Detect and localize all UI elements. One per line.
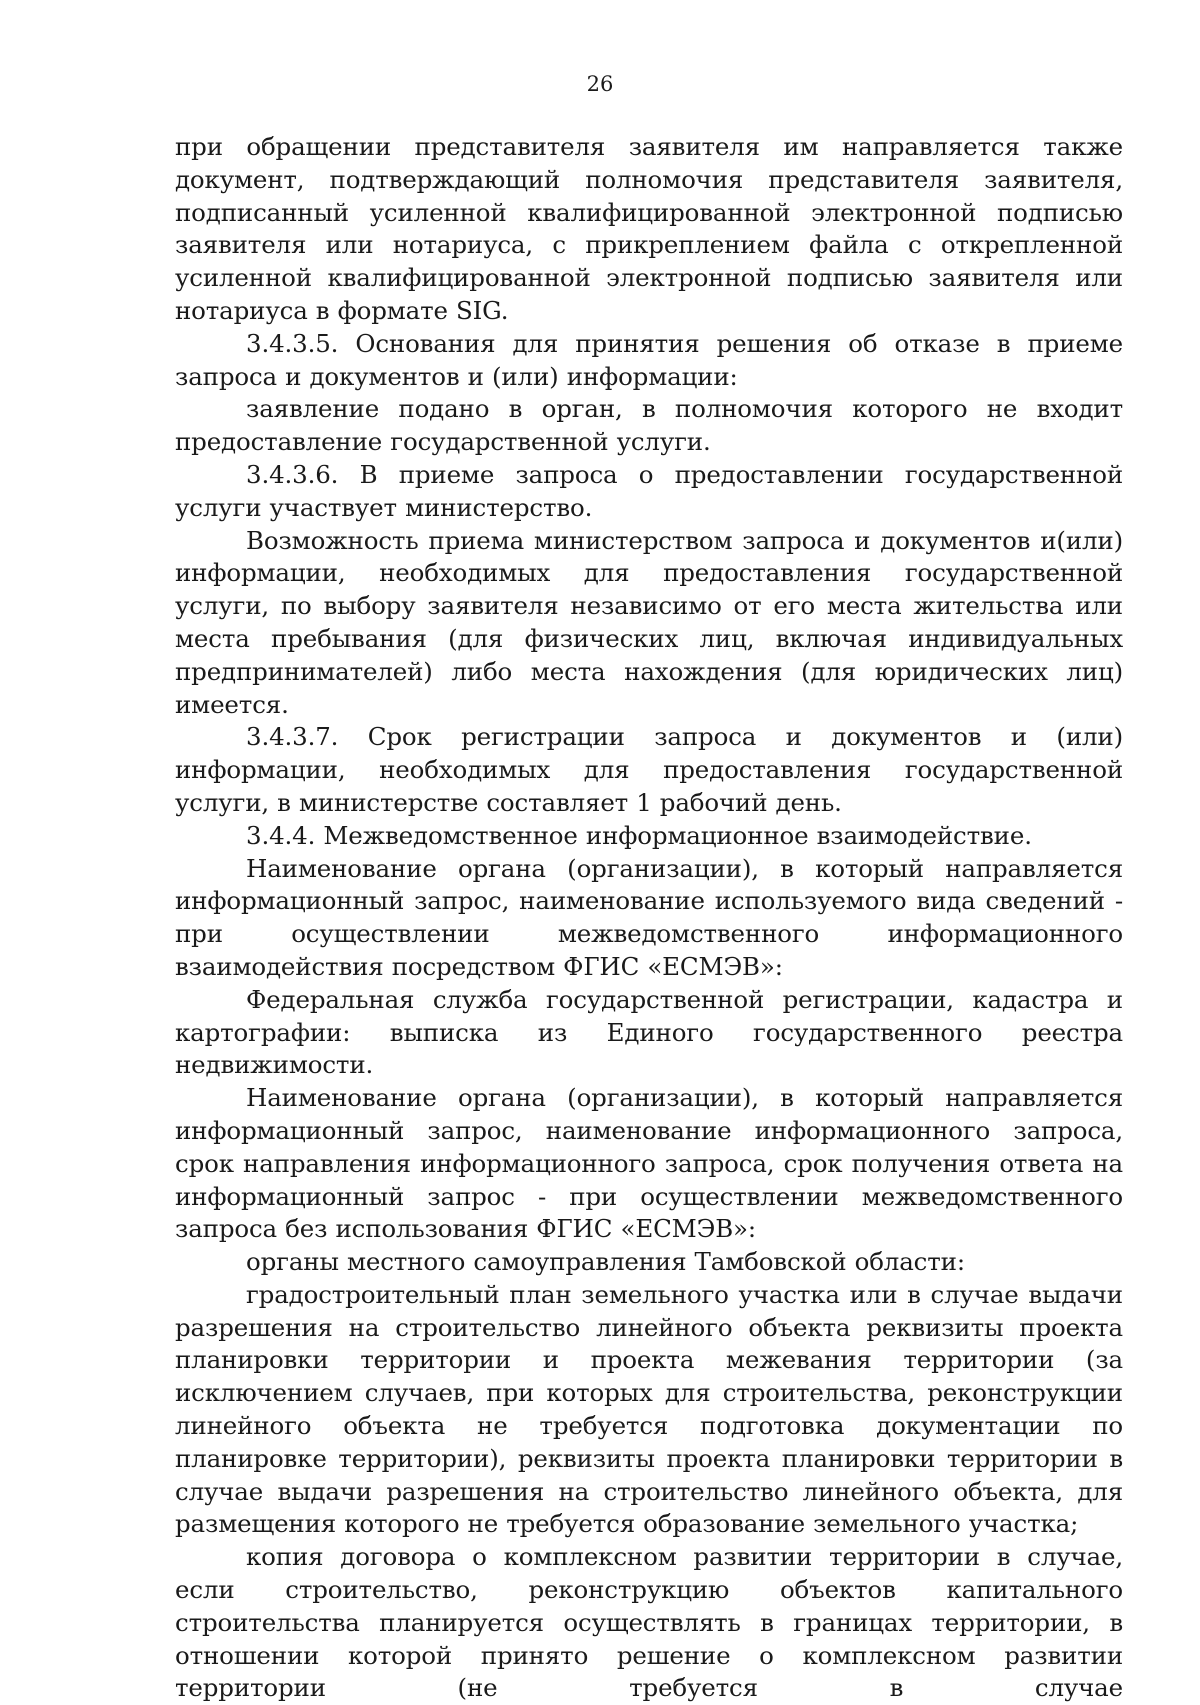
paragraph-non-esmev-request: Наименование органа (организации), в который направляется информационный запрос, наименование информационного запроса, срок направления информационного запроса, срок получения ответа на информационный запрос - при осуществлении межведомственного запроса без использования ФГИС «ЕСМЭВ»: [175,1083,1123,1244]
paragraph-development-contract: копия договора о комплексном развитии территории в случае, если строительство, реконструкцию объектов капитального строительства планируется осуществлять в границах территории, в отношении которой принято решение о комплексном развитии территории (не требуется в случае [175,1542,1123,1703]
paragraph-urban-plan: градостроительный план земельного участка или в случае выдачи разрешения на строительство линейного объекта реквизиты проекта планировки территории и проекта межевания территории (за исключением случаев, при которых для строительства, реконструкции линейного объекта не требуется подготовка документации по планировке территории), реквизиты проекта планировки территории в случае выдачи разрешения на строительство линейного объекта, для размещения которого не требуется образование земельного участка; [175,1279,1123,1539]
paragraph-representative-document: при обращении представителя заявителя им направляется также документ, подтверждающий полномочия представителя заявителя, подписанный усиленной квалифицированной электронной подписью заявителя или нотариуса, с прикреплением файла с открепленной усиленной квалифицированной электронной подписью заявителя или нотариуса в формате SIG. [175,132,1123,325]
page-number: 26 [586,72,614,96]
paragraph-rosreestr: Федеральная служба государственной регистрации, кадастра и картографии: выписка из Единого государственного реестра недвижимости. [175,984,1123,1080]
document-body [175,131,1123,1705]
paragraph-local-authorities: органы местного самоуправления Тамбовской области: [246,1247,965,1277]
paragraph-3-4-3-7: 3.4.3.7. Срок регистрации запроса и документов и (или) информации, необходимых для предоставления государственной услуги, в министерстве составляет 1 рабочий день. [175,722,1123,817]
paragraph-refusal-ground: заявление подано в орган, в полномочия которого не входит предоставление государственной услуги. [175,394,1123,457]
paragraph-3-4-4: 3.4.4. Межведомственное информационное взаимодействие. [246,820,1032,850]
paragraph-3-4-3-5: 3.4.3.5. Основания для принятия решения об отказе в приеме запроса и документов и (или) информации: [175,328,1123,391]
paragraph-acceptance-possibility: Возможность приема министерством запроса и документов и(или) информации, необходимых для предоставления государственной услуги, по выбору заявителя независимо от его места жительства или места пребывания (для физических лиц, включая индивидуальных предпринимателей) либо места нахождения (для юридических лиц) имеется. [175,525,1123,719]
paragraph-esmev-request: Наименование органа (организации), в который направляется информационный запрос, наименование используемого вида сведений - при осуществлении межведомственного информационного взаимодействия посредством ФГИС «ЕСМЭВ»: [175,853,1123,981]
paragraph-3-4-3-6: 3.4.3.6. В приеме запроса о предоставлении государственной услуги участвует министерство. [175,459,1123,522]
